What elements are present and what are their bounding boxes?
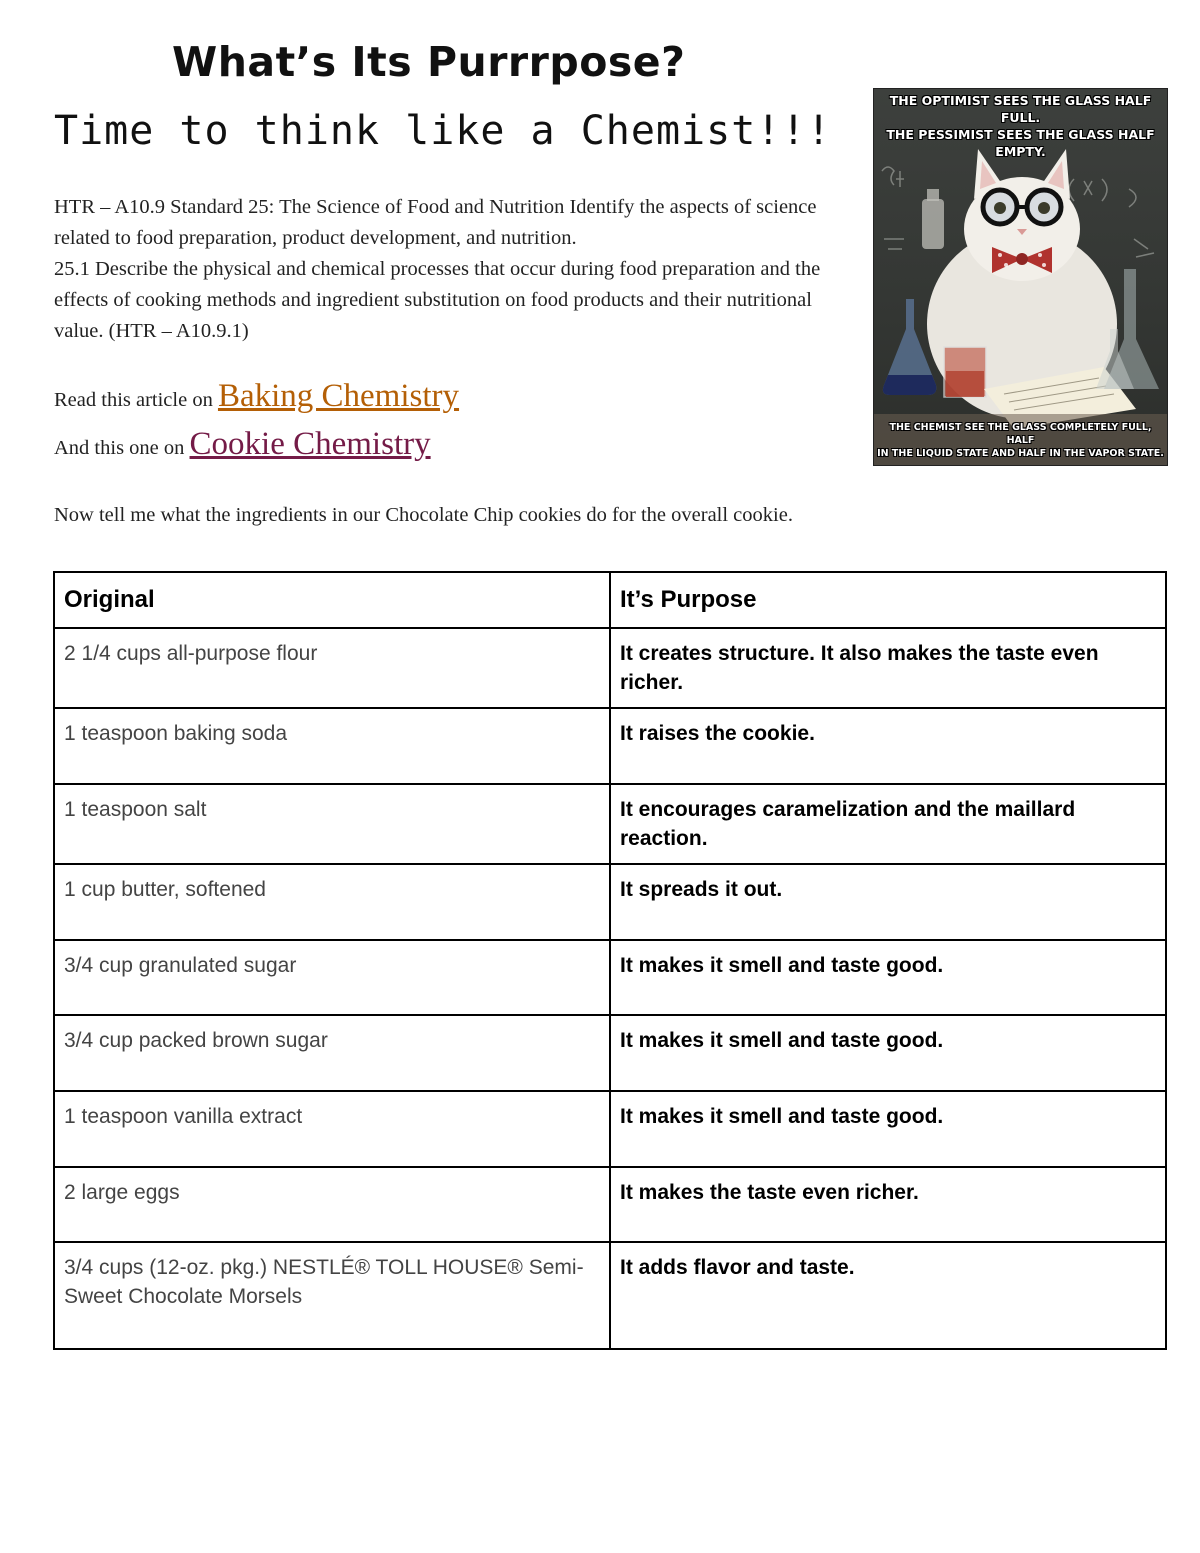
table-row	[54, 628, 1166, 708]
meme-bottom-line-1: THE CHEMIST SEE THE GLASS COMPLETELY FULL, HALF	[889, 422, 1152, 446]
original-cell: 1 cup butter, softened	[54, 864, 610, 940]
standard-line-2: 25.1 Describe the physical and chemical processes that occur during food preparation and the effects of cooking methods and ingredient substitution on food products and their nutritional value. (HTR – A10.9.1)	[54, 258, 821, 342]
meme-top-line-1: THE OPTIMIST SEES THE GLASS HALF FULL.	[889, 93, 1152, 125]
cookie-article-line	[54, 426, 431, 463]
table-row	[54, 784, 1166, 864]
baking-article-prefix: Read this article on	[54, 389, 218, 411]
purpose-cell: It adds flavor and taste.	[610, 1242, 1166, 1349]
baking-chemistry-link[interactable]: Baking Chemistry	[217, 378, 460, 414]
purpose-cell: It raises the cookie.	[610, 708, 1166, 784]
original-cell: 2 large eggs	[54, 1167, 610, 1242]
meme-bottom-caption	[874, 421, 1167, 460]
original-cell: 1 teaspoon baking soda	[54, 708, 610, 784]
standard-description	[54, 192, 866, 347]
meme-top-caption	[874, 92, 1167, 160]
original-cell: 1 teaspoon vanilla extract	[54, 1091, 610, 1167]
table-row	[54, 1091, 1166, 1167]
page-subtitle: Time to think like a Chemist!!!	[54, 108, 832, 154]
page-title: What’s Its Purrrpose?	[172, 38, 686, 86]
original-cell: 3/4 cup packed brown sugar	[54, 1015, 610, 1091]
purpose-cell: It creates structure. It also makes the taste even richer.	[610, 628, 1166, 708]
table-header-row	[54, 572, 1166, 628]
table-row	[54, 1015, 1166, 1091]
purpose-cell: It makes it smell and taste good.	[610, 1091, 1166, 1167]
table-row	[54, 1242, 1166, 1349]
original-cell: 3/4 cups (12-oz. pkg.) NESTLÉ® TOLL HOUSE® Semi-Sweet Chocolate Morsels	[54, 1242, 610, 1349]
standard-line-1: HTR – A10.9 Standard 25: The Science of Food and Nutrition Identify the aspects of science related to food preparation, product development, and nutrition.	[54, 196, 817, 249]
meme-bottom-line-2: IN THE LIQUID STATE AND HALF IN THE VAPOR STATE.	[877, 448, 1164, 459]
table-row	[54, 940, 1166, 1015]
table-row	[54, 708, 1166, 784]
purpose-cell: It spreads it out.	[610, 864, 1166, 940]
table-row	[54, 1167, 1166, 1242]
purpose-cell: It makes it smell and taste good.	[610, 940, 1166, 1015]
original-cell: 2 1/4 cups all-purpose flour	[54, 628, 610, 708]
ingredients-table	[53, 571, 1167, 1350]
header-purpose: It’s Purpose	[610, 572, 1166, 628]
original-cell: 1 teaspoon salt	[54, 784, 610, 864]
instruction-text: Now tell me what the ingredients in our Chocolate Chip cookies do for the overall cookie.	[54, 504, 793, 526]
purpose-cell: It encourages caramelization and the maillard reaction.	[610, 784, 1166, 864]
baking-article-line	[54, 378, 459, 415]
meme-top-line-2: THE PESSIMIST SEES THE GLASS HALF	[886, 127, 1155, 142]
table-row	[54, 864, 1166, 940]
header-original: Original	[54, 572, 610, 628]
chemist-cat-meme-image	[873, 88, 1168, 466]
meme-top-line-3: EMPTY.	[995, 144, 1046, 159]
cookie-article-prefix: And this one on	[54, 437, 190, 459]
purpose-cell: It makes it smell and taste good.	[610, 1015, 1166, 1091]
original-cell: 3/4 cup granulated sugar	[54, 940, 610, 1015]
purpose-cell: It makes the taste even richer.	[610, 1167, 1166, 1242]
cookie-chemistry-link[interactable]: Cookie Chemistry	[189, 426, 431, 462]
